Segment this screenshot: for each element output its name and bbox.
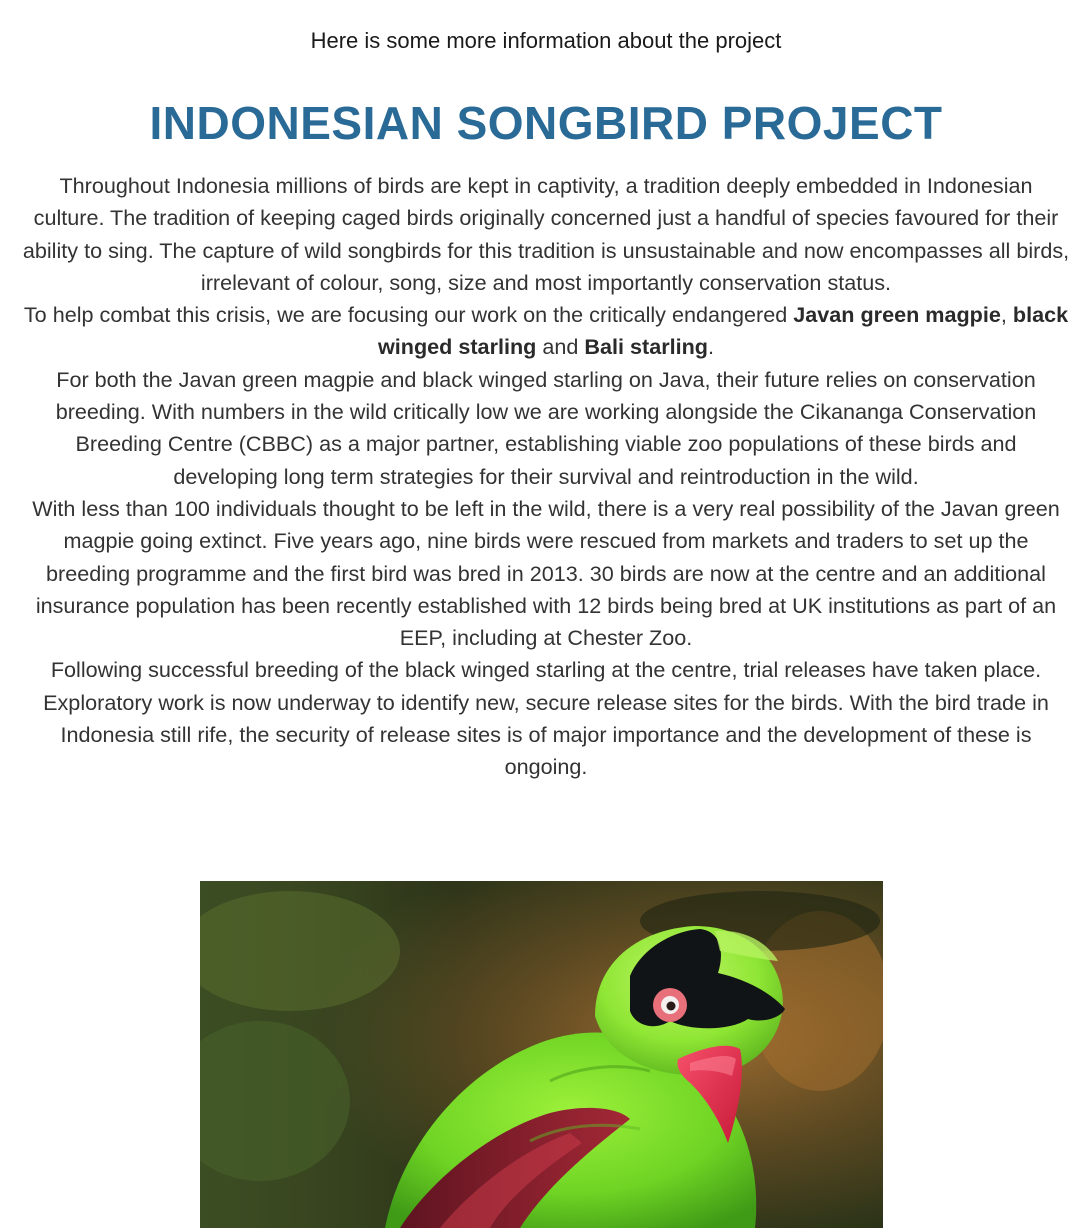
page-title: INDONESIAN SONGBIRD PROJECT: [149, 97, 943, 149]
focus-separator-1: ,: [1000, 302, 1013, 328]
intro-line: Here is some more information about the project: [310, 28, 782, 53]
focus-lead-text: To help combat this crisis, we are focusing our work on the critically endangered: [23, 302, 794, 328]
species-javan-green-magpie: Javan green magpie: [793, 302, 1001, 328]
species-black-winged-starling: black winged starling: [377, 302, 1069, 360]
species-bali-starling: Bali starling: [584, 334, 708, 360]
paragraph-conservation-breeding: For both the Javan green magpie and black winged starling on Java, their future relies on conservation breeding. With numbers in the wild critically low we are working alongside the Cikananga Conservation Breeding Centre (CBBC) as a major partner, establishing viable zoo populations of these birds and developing long term strategies for their survival and reintroduction in the wild.: [55, 366, 1037, 489]
javan-green-magpie-photo: [200, 881, 883, 1228]
focus-separator-2: and: [536, 334, 585, 360]
paragraph-tradition: Throughout Indonesia millions of birds are kept in captivity, a tradition deeply embedded in Indonesian culture. The tradition of keeping caged birds originally concerned just a handful of species favoured for their ability to sing. The capture of wild songbirds for this tradition is unsustainable and now encompasses all birds, irrelevant of colour, song, size and most importantly conservation status.: [22, 173, 1070, 295]
article-body: [22, 170, 1070, 784]
paragraph-focus: [22, 299, 1070, 364]
paragraph-magpie-status: With less than 100 individuals thought to be left in the wild, there is a very real possibility of the Javan green magpie going extinct. Five years ago, nine birds were rescued from markets and traders to set up the breeding programme and the first bird was bred in 2013. 30 birds are now at the centre and an additional insurance population has been recently established with 12 birds being bred at UK institutions as part of an EEP, including at Chester Zoo.: [32, 495, 1060, 651]
paragraph-starling-releases: Following successful breeding of the black winged starling at the centre, trial releases have taken place. Exploratory work is now underway to identify new, secure release sites for the birds. With the bird trade in Indonesia still rife, the security of release sites is of major importance and the development of these is ongoing.: [43, 657, 1049, 780]
focus-end: .: [708, 334, 714, 360]
